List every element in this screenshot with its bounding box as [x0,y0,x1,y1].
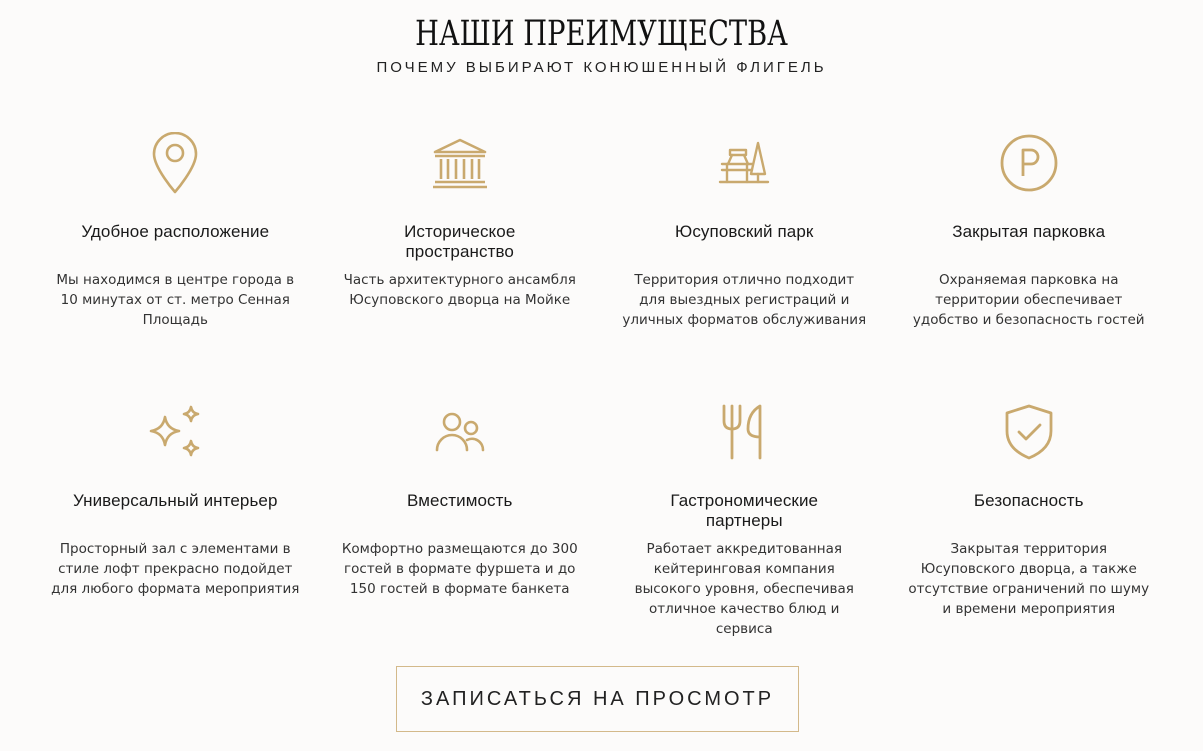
feature-historic [318,128,603,397]
feature-safety [887,397,1172,657]
feature-text: Работает аккредитованная кейтеринговая компания высокого уровня, обеспечивая отличное качество блюд и сервиса [634,541,854,637]
section-subtitle: ПОЧЕМУ ВЫБИРАЮТ КОНЮШЕННЫЙ ФЛИГЕЛЬ [376,59,827,76]
feature-parking [887,128,1172,397]
shield-check-icon [1003,403,1055,461]
book-viewing-button[interactable]: ЗАПИСАТЬСЯ НА ПРОСМОТР [396,666,799,732]
feature-title: Юсуповский парк [675,222,814,241]
feature-interior [33,397,318,657]
location-pin-icon [150,132,200,194]
park-bench-tree-icon [718,140,770,186]
parking-icon [999,133,1059,193]
section-title: НАШИ ПРЕИМУЩЕСТВА [415,14,788,54]
section-header [0,12,1203,78]
feature-title: Закрытая парковка [952,222,1106,241]
feature-title: Гастрономические партнеры [670,491,819,530]
feature-location [33,128,318,397]
museum-building-icon [431,137,489,189]
feature-text: Комфортно размещаются до 300 гостей в формате фуршета и до 150 гостей в формате банкета [341,541,578,597]
feature-text: Просторный зал с элементами в стиле лофт прекрасно подойдет для любого формата мероприятия [51,541,300,597]
feature-text: Часть архитектурного ансамбля Юсуповского дворца на Мойке [343,272,576,308]
features-grid [33,128,1171,657]
feature-title: Универсальный интерьер [72,491,278,510]
feature-title: Удобное расположение [81,222,270,241]
sparkles-icon [147,405,203,459]
feature-text: Территория отлично подходит для выездных регистраций и уличных форматов обслуживания [622,272,867,328]
feature-title: Вместимость [407,491,513,510]
feature-title: Безопасность [973,491,1084,510]
feature-text: Закрытая территория Юсуповского дворца, а также отсутствие ограничений по шуму и времени мероприятия [908,541,1150,617]
feature-text: Охраняемая парковка на территории обеспечивает удобство и безопасность гостей [912,272,1145,328]
feature-text: Мы находимся в центре города в 10 минутах от ст. метро Сенная Площадь [56,272,295,328]
feature-capacity [318,397,603,657]
feature-park [602,128,887,397]
feature-gastronomy [602,397,887,657]
people-icon [434,408,486,456]
fork-knife-icon [718,403,770,461]
feature-title: Историческое пространство [404,222,516,261]
